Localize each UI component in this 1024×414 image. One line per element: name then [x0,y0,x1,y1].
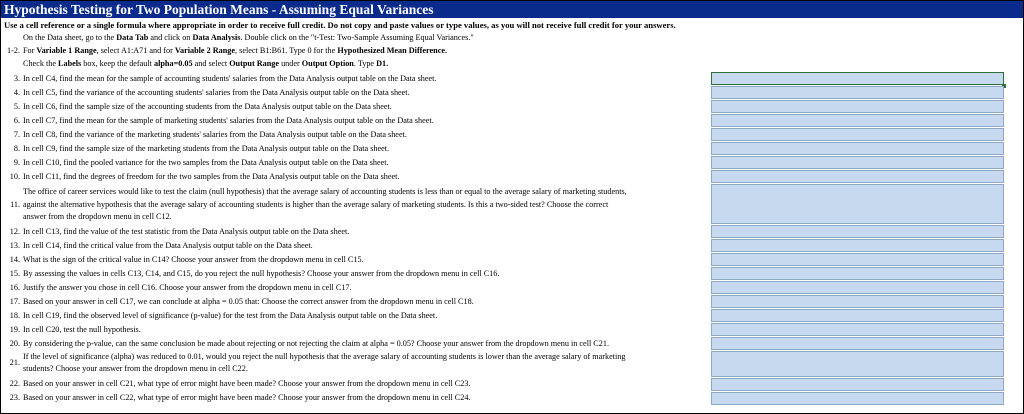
step-11-continuation: answer from the dropdown menu in cell C12. [23,212,172,221]
page-title: Hypothesis Testing for Two Population Means - Assuming Equal Variances [1,1,1023,18]
answer-cell-c12[interactable] [711,184,1004,224]
answer-cell-c16[interactable] [711,267,1004,280]
answer-cell-c18[interactable] [711,295,1004,308]
answer-cell-c9[interactable] [711,142,1004,155]
intro-line-1: On the Data sheet, go to the Data Tab and click on Data Analysis. Double click on the "t-Test: Two-Sample Assuming Equal Variances." [23,33,474,42]
answer-cell-c14[interactable] [711,239,1004,252]
answer-cell-c20[interactable] [711,323,1004,336]
step-number: 1-2. [7,46,20,55]
answer-cell-c8[interactable] [711,128,1004,141]
step-11-preamble: The office of career services would like to test the claim (null hypothesis) that the average salary of accounting students is less than or equal to the average salary of marketing students, [23,187,627,196]
answer-cell-c23[interactable] [711,378,1004,391]
step-21-line-2: students? Choose your answer from the dropdown menu in cell C22. [23,364,248,373]
answer-cell-c15[interactable] [711,253,1004,266]
answer-cell-c5[interactable] [711,86,1004,99]
answer-cell-c21[interactable] [711,337,1004,350]
answer-cell-c4[interactable] [711,72,1004,85]
intro-line-3: Check the Labels box, keep the default alpha=0.05 and select Output Range under Output Option. Type D1. [23,59,389,68]
instructions-subtitle: Use a cell reference or a single formula where appropriate in order to receive full credit. Do not copy and paste values or type values, as you will not receive full credit for your answers. [4,20,676,30]
answer-cell-c19[interactable] [711,309,1004,322]
worksheet: Hypothesis Testing for Two Population Means - Assuming Equal Variances Use a cell reference or a single formula where appropriate in order to receive full credit. Do not copy and paste values or type values, as you will not receive full credit for your answers. On the Data sheet, go to the Data Tab and click on Data Analysis. Double click on the "t-Test: Two-Sample Assuming Equal Variances." 1-2. For Variable 1 Range, select A1:A71 and for Variable 2 Range, select B1:B61. Type 0 for the Hypothesized Mean Difference. Check the Labels box, keep the default alpha=0.05 and select Output Range under Output Option. Type D1. 3. In cell C4, find the mean for the sample of accounting students' salaries from the Data Analysis output table on the Data sheet. 4. In cell C5, find the variance of the accounting students' salaries from the Data Analysis output table on the Data sheet. 5. In cell C6, find the sample size of the accounting students from the Data Analysis output table on the Data sheet. 6. In cell C7, find the mean for the sample of marketing students' salaries from the Data Analysis output table on the Data sheet. 7. In cell C8, find the variance of the marketing students' salaries from the Data Analysis output table on the Data sheet. 8. In cell C9, find the sample size of the marketing students from the Data Analysis output table on the Data sheet. 9. In cell C10, find the pooled variance for the two samples from the Data Analysis output table on the Data sheet. 10. In cell C11, find the degrees of freedom for the two samples from the Data Analysis output table on the Data sheet. The office of career services would like to test the claim (null hypothesis) that the average salary of accounting students is less than or equal to the average salary of marketing students, 11. against the alternative hypothesis that the average salary of accounting students is higher than the average salary of marketing students. Is this a two-sided test? Choose the correct answer from the dropdown menu in cell C12. 12. In cell C13, find the value of the test statistic from the Data Analysis output table on the Data sheet. 13. In cell C14, find the critical value from the Data Analysis output table on the Data sheet. 14. What is the sign of the critical value in C14? Choose your answer from the dropdown menu in cell C15. 15. By assessing the values in cells C13, C14, and C15, do you reject the null hypothesis? Choose your answer from the dropdown menu in cell C16. 16. Justify the answer you chose in cell C16. Choose your answer from the dropdown menu in cell C17. 17. Based on your answer in cell C17, we can conclude at alpha = 0.05 that: Choose the correct answer from the dropdown menu in cell C18. 18. In cell C19, find the observed level of significance (p-value) for the test from the Data Analysis output table on the Data sheet. 19. In cell C20, test the null hypothesis. 20. By considering the p-value, can the same conclusion be made about rejecting or not rejecting the claim at alpha = 0.05? Choose your answer from the dropdown menu in cell C21. If the level of significance (alpha) was reduced to 0.01, would you reject the null hypothesis that the average salary of accounting students is lower than the average salary of marketing 21. students? Choose your answer from the dropdown menu in cell C22. 22. Based on your answer in cell C21, what type of error might have been made? Choose your answer from the dropdown menu in cell C23. 23. Based on your answer in cell C22, what type of error might have been made? Choose your answer from the dropdown menu in cell C24. [0,0,1024,414]
answer-cell-c11[interactable] [711,170,1004,183]
step-21-line-1: If the level of significance (alpha) was reduced to 0.01, would you reject the null hypothesis that the average salary of accounting students is lower than the average salary of marketing [23,352,626,361]
answer-cell-c24[interactable] [711,392,1004,405]
answer-cell-c13[interactable] [711,225,1004,238]
answer-cell-c10[interactable] [711,156,1004,169]
answer-cell-c6[interactable] [711,100,1004,113]
answer-cell-c17[interactable] [711,281,1004,294]
answer-cell-c22[interactable] [711,351,1004,377]
answer-cell-c7[interactable] [711,114,1004,127]
